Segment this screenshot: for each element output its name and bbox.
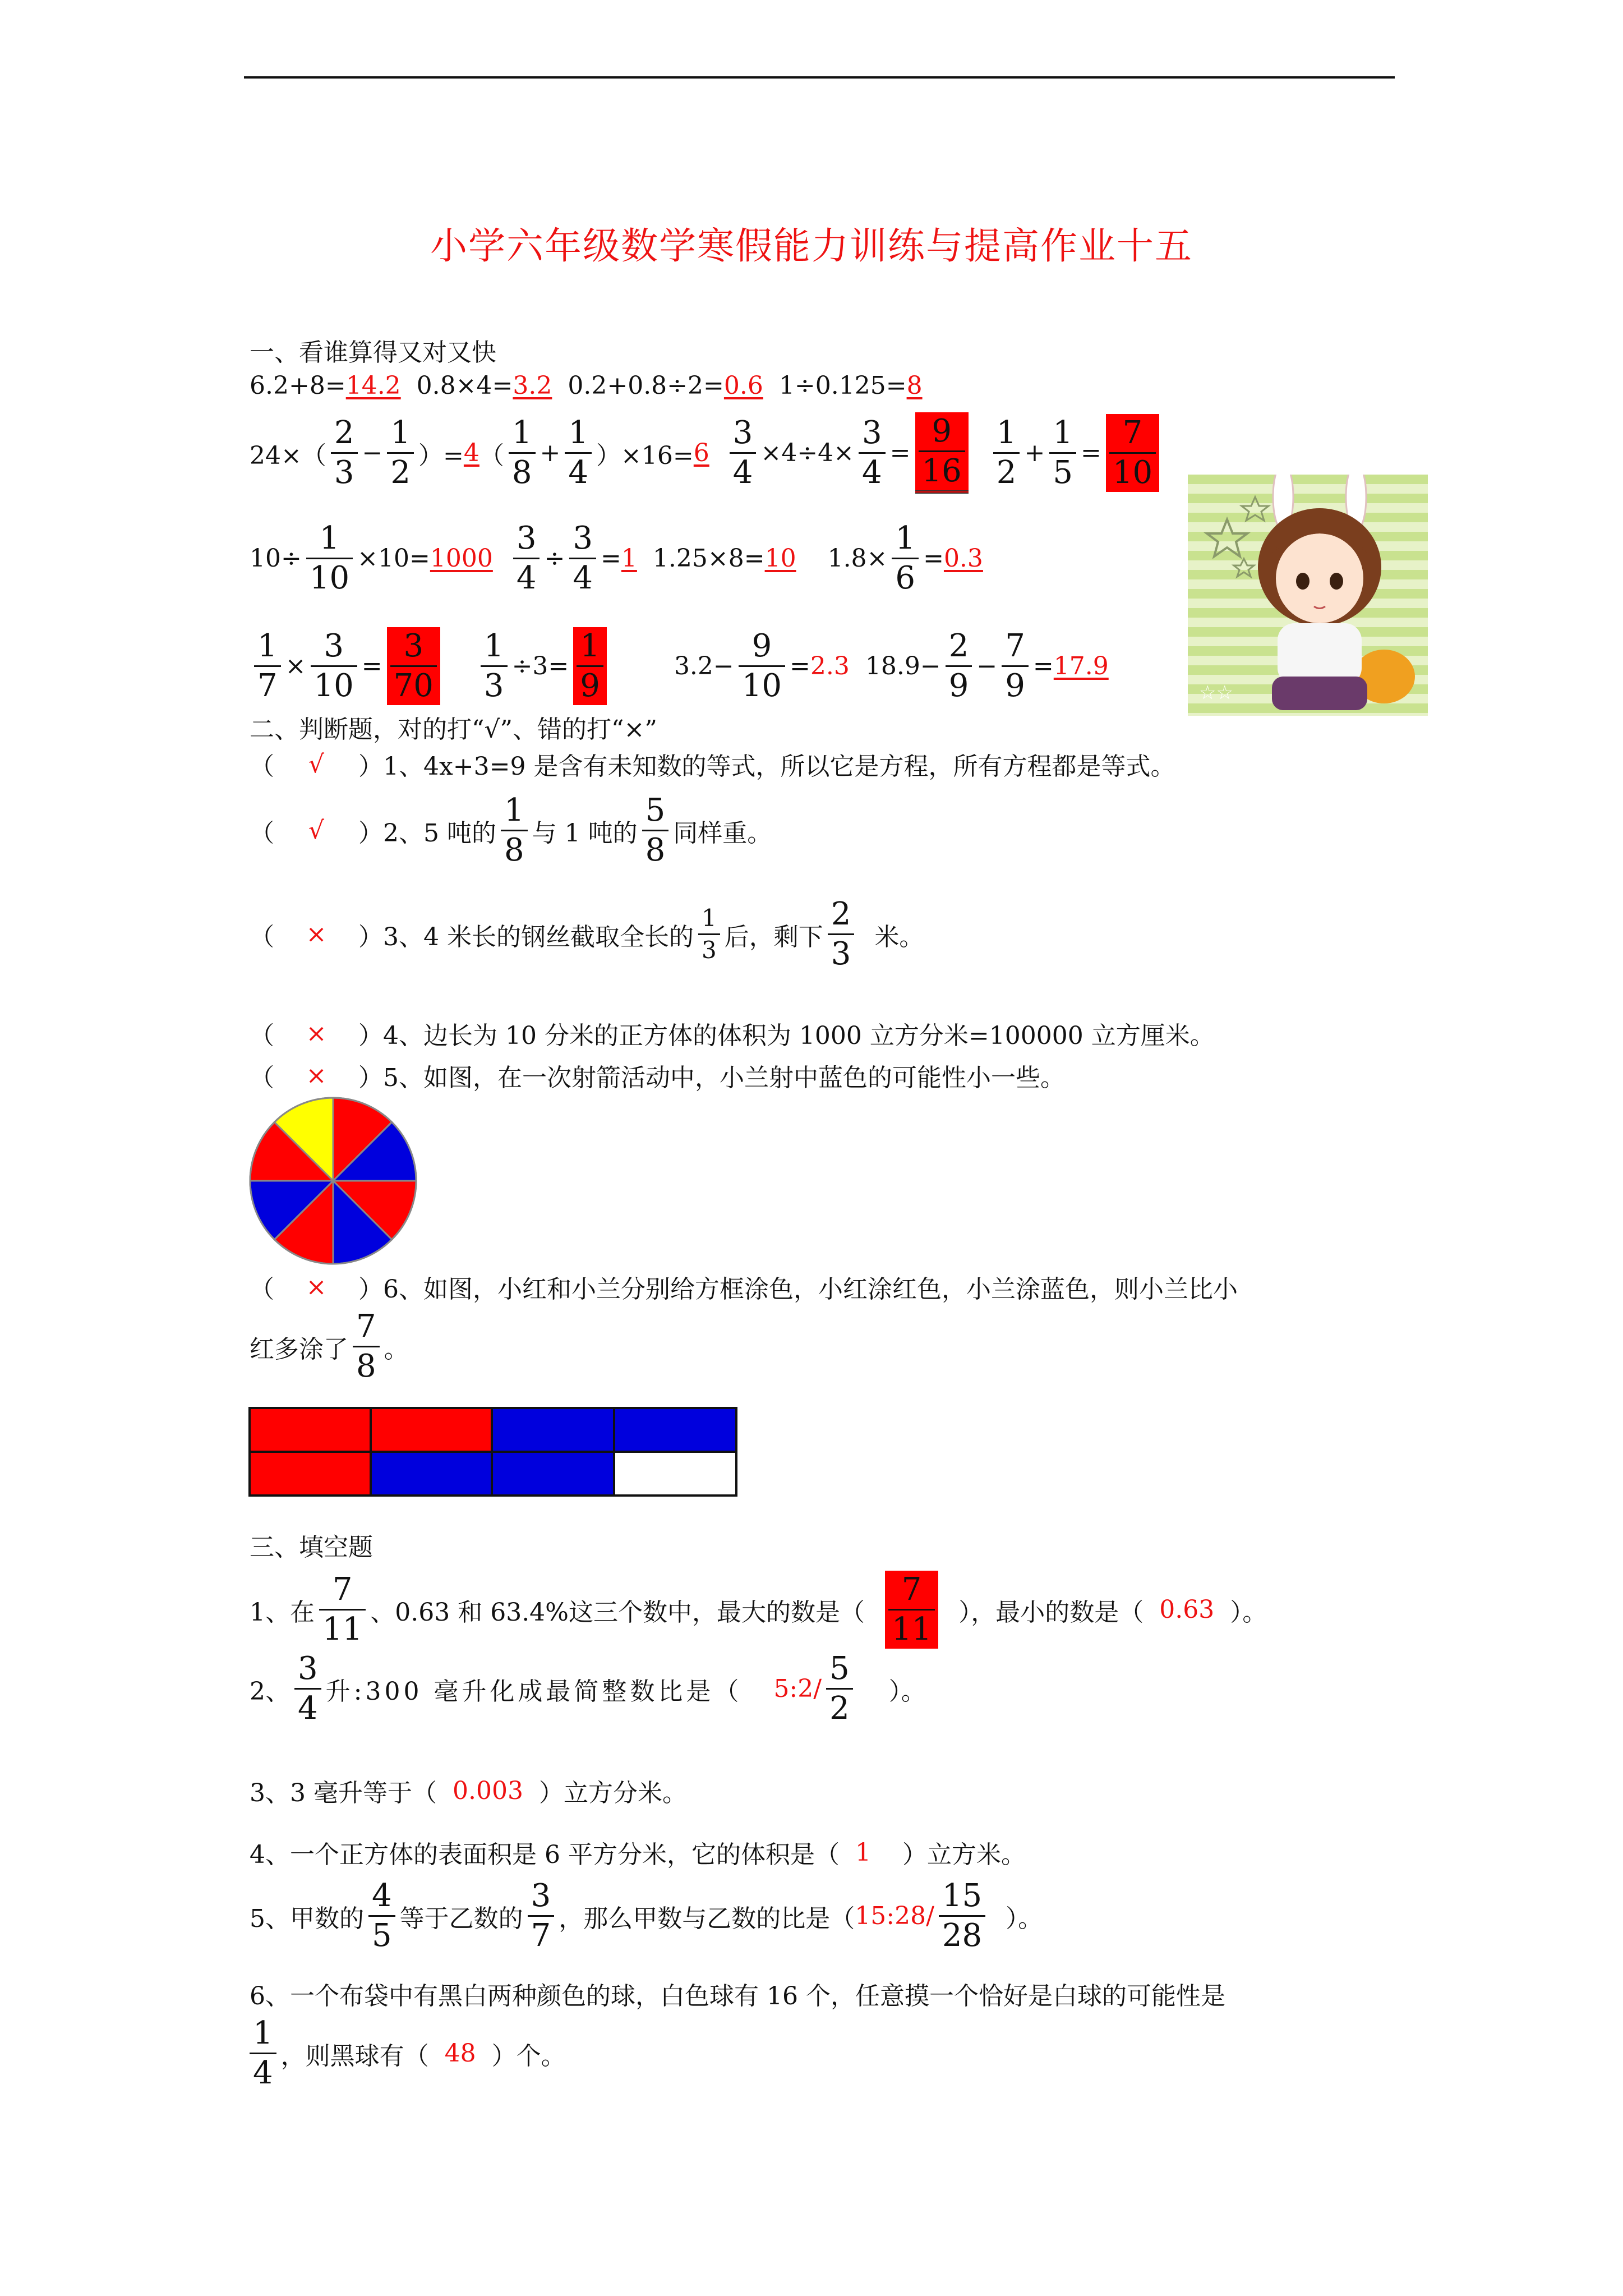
fraction: $\frac{3}{4}$ — [730, 416, 757, 490]
judge-q1: （ √ ） 1、4x+3=9 是含有未知数的等式，所以它是方程，所有方程都是等式。 — [250, 746, 1175, 782]
question-text: 等于乙数的 — [399, 1904, 523, 1933]
fraction: $\frac{3}{7}$ — [528, 1879, 555, 1953]
answer: 5:2/ — [773, 1674, 822, 1703]
text: ×10= — [357, 544, 430, 573]
answer-fraction: $\frac{7}{11}$ — [885, 1571, 938, 1649]
answer-mark: × — [306, 920, 327, 949]
expr: 0.2+0.8÷2= — [568, 371, 724, 400]
answer: 14.2 — [345, 371, 401, 400]
fraction: $\frac{2}{9}$ — [946, 629, 972, 703]
answer: 1 — [621, 544, 637, 573]
text: ×4÷4× — [760, 439, 855, 467]
judge-q3: （ × ） 3、4 米长的钢丝截取全长的 $\frac{1}{3}$ 后，剩下 $\frac{2}{3}$ 米。 — [250, 896, 924, 972]
answer: 0.3 — [943, 544, 983, 573]
question-text: ）。 — [888, 1677, 926, 1706]
text: = — [790, 652, 810, 680]
text: 1.25×8= — [652, 544, 765, 573]
answer-mark: × — [306, 1019, 327, 1048]
expr: 1÷0.125= — [778, 371, 907, 400]
question-text: 米。 — [874, 922, 924, 951]
answer-fraction: $\frac{1}{9}$ — [573, 627, 607, 705]
fraction: $\frac{7}{8}$ — [353, 1310, 380, 1383]
answer: 0.63 — [1159, 1595, 1215, 1624]
fraction: $\frac{2}{3}$ — [828, 898, 855, 971]
question-text: 红多涂了 — [250, 1335, 348, 1364]
fill-q5 — [250, 1879, 1043, 1953]
answer: 4 — [463, 439, 479, 467]
fraction: $\frac{1}{2}$ — [993, 416, 1020, 490]
fraction: $\frac{1}{2}$ — [387, 416, 414, 490]
page-title: 小学六年级数学寒假能力训练与提高作业十五 — [430, 224, 1193, 268]
section1-heading: 一、看谁算得又对又快 — [250, 338, 496, 367]
answer: 1 — [855, 1838, 871, 1867]
text: 24×（ — [250, 441, 326, 470]
judge-q5: （ × ） 5、如图，在一次射箭活动中，小兰射中蓝色的可能性小一些。 — [250, 1057, 1065, 1093]
top-rule — [244, 76, 1395, 79]
fraction: $\frac{3}{4}$ — [569, 522, 596, 595]
text: = — [923, 544, 944, 573]
text: ÷3= — [511, 652, 569, 680]
question-text: 2、 — [250, 1677, 290, 1706]
question-text: ）立方米。 — [902, 1841, 1026, 1869]
fraction: $\frac{1}{4}$ — [250, 2017, 276, 2090]
question-text: 4、一个正方体的表面积是 6 平方分米，它的体积是（ — [250, 1841, 840, 1869]
judge-q6: （ × ） 6、如图，小红和小兰分别给方框涂色，小红涂红色，小兰涂蓝色，则小兰比小 — [250, 1269, 1238, 1305]
fraction: $\frac{5}{8}$ — [642, 794, 669, 867]
text: − — [976, 652, 998, 680]
text: （ — [479, 441, 504, 470]
answer-fraction: $\frac{15}{28}$ — [939, 1879, 985, 1953]
question-text: 3、3 毫升等于（ — [250, 1779, 437, 1807]
text: 18.9− — [865, 652, 941, 680]
question-text: 6、一个布袋中有黑白两种颜色的球，白色球有 16 个，任意摸一个恰好是白球的可能性是 — [250, 1982, 1225, 2010]
answer: 0.003 — [452, 1776, 523, 1805]
question-text: 2、5 吨的 — [383, 818, 496, 848]
fraction: $\frac{1}{6}$ — [892, 522, 919, 595]
fraction: $\frac{4}{5}$ — [368, 1879, 395, 1953]
answer: 3.2 — [513, 371, 552, 400]
colored-boxes-figure — [248, 1407, 737, 1497]
svg-text:☆☆: ☆☆ — [1199, 682, 1233, 704]
question-text: 5、甲数的 — [250, 1904, 364, 1933]
answer: 15:28/ — [855, 1902, 934, 1930]
text: 10÷ — [250, 544, 302, 573]
judge-q2: （ √ ） 2、5 吨的 $\frac{1}{8}$ 与 1 吨的 $\frac{5}{8}$ 同样重。 — [250, 792, 772, 868]
text: 3.2− — [674, 652, 734, 680]
text: ÷ — [544, 544, 565, 573]
answer: 10 — [764, 544, 796, 573]
fraction: $\frac{1}{8}$ — [509, 416, 536, 490]
text: + — [540, 439, 561, 467]
fraction: $\frac{1}{4}$ — [565, 416, 592, 490]
text: − — [362, 439, 383, 467]
question-text: 1、4x+3=9 是含有未知数的等式，所以它是方程，所有方程都是等式。 — [383, 752, 1175, 781]
fraction: $\frac{7}{9}$ — [1002, 629, 1029, 703]
expr: 0.8×4= — [416, 371, 513, 400]
question-text: 1、在 — [250, 1598, 315, 1627]
calc-row-4 — [250, 627, 1109, 705]
answer-fraction: $\frac{5}{2}$ — [826, 1652, 853, 1726]
expr: 6.2+8= — [250, 371, 346, 400]
fraction: $\frac{3}{4}$ — [859, 416, 886, 490]
question-text: 。 — [384, 1335, 409, 1364]
question-text: 4、边长为 10 分米的正方体的体积为 1000 立方分米=100000 立方厘米。 — [383, 1022, 1215, 1050]
section2-heading: 二、判断题，对的打“√”、错的打“×” — [250, 715, 657, 744]
judge-q4: （ × ） 4、边长为 10 分米的正方体的体积为 1000 立方分米=100000 立方厘米。 — [250, 1015, 1215, 1051]
fraction: $\frac{1}{5}$ — [1049, 416, 1076, 490]
question-text: ，则黑球有（ — [280, 2041, 429, 2070]
answer-mark: × — [306, 1061, 327, 1090]
answer-fraction: $\frac{9}{16}$ — [915, 412, 969, 494]
question-text: ）个。 — [491, 2041, 566, 2070]
fraction: $\frac{1}{3}$ — [698, 905, 720, 963]
answer-mark: √ — [308, 816, 325, 845]
question-text: ），最小的数是（ — [958, 1598, 1144, 1627]
calc-row-3 — [250, 522, 983, 595]
question-text: ，那么甲数与乙数的比是（ — [559, 1904, 855, 1933]
answer-fraction: $\frac{7}{10}$ — [1106, 414, 1159, 492]
fraction: $\frac{1}{8}$ — [501, 794, 528, 867]
section3-heading: 三、填空题 — [250, 1533, 373, 1562]
answer: 0.6 — [723, 371, 763, 400]
fraction: $\frac{1}{7}$ — [254, 629, 281, 703]
question-text: ）。 — [1006, 1904, 1043, 1933]
text: + — [1024, 439, 1045, 467]
calc-row-1 — [250, 371, 923, 400]
text: × — [285, 652, 306, 680]
text: = — [1080, 439, 1101, 467]
fraction: $\frac{3}{4}$ — [294, 1652, 321, 1726]
text: = — [1032, 652, 1054, 680]
question-text: 与 1 吨的 — [532, 818, 638, 848]
fraction: $\frac{1}{3}$ — [481, 629, 508, 703]
fill-q3 — [250, 1773, 687, 1809]
calc-row-2 — [250, 412, 1164, 494]
fraction: $\frac{7}{11}$ — [319, 1573, 366, 1646]
fraction: $\frac{2}{3}$ — [331, 416, 358, 490]
fill-q6 — [250, 1976, 1225, 2012]
answer: 48 — [444, 2039, 476, 2068]
bracket: （ — [250, 752, 274, 781]
text: = — [361, 652, 382, 680]
text: ）= — [418, 441, 464, 470]
cartoon-girl-illustration — [1188, 475, 1428, 716]
question-text: 6、如图，小红和小兰分别给方框涂色，小红涂红色，小兰涂蓝色，则小兰比小 — [383, 1275, 1238, 1304]
fraction: $\frac{1}{10}$ — [306, 522, 353, 595]
archery-target-pie — [248, 1096, 418, 1266]
answer: 8 — [906, 371, 923, 400]
answer: 1000 — [430, 544, 493, 573]
question-text: 后，剩下 — [724, 922, 823, 951]
answer-fraction: $\frac{3}{70}$ — [387, 627, 440, 705]
question-text: 升:300 毫升化成最简整数比是（ — [325, 1677, 743, 1706]
question-text: 3、4 米长的钢丝截取全长的 — [383, 922, 694, 951]
answer: 17.9 — [1053, 652, 1109, 680]
fraction: $\frac{3}{4}$ — [513, 522, 540, 595]
text: 1.8× — [827, 544, 888, 573]
text: = — [889, 439, 911, 467]
question-text: ）。 — [1230, 1598, 1267, 1627]
answer: 2.3 — [810, 652, 850, 680]
judge-q6-line2 — [250, 1310, 409, 1383]
fill-q2 — [250, 1652, 926, 1726]
question-text: 同样重。 — [673, 818, 772, 848]
fraction: $\frac{9}{10}$ — [739, 629, 785, 703]
question-text: 、0.63 和 63.4%这三个数中，最大的数是（ — [370, 1598, 865, 1627]
fill-q1 — [250, 1571, 1267, 1649]
answer: 6 — [693, 439, 709, 467]
fill-q4 — [250, 1834, 1026, 1870]
text: ）×16= — [596, 441, 694, 470]
question-text: ）立方分米。 — [538, 1779, 687, 1807]
text: = — [601, 544, 621, 573]
fill-q6-line2 — [250, 2017, 566, 2090]
fraction: $\frac{3}{10}$ — [311, 629, 357, 703]
answer-mark: × — [306, 1272, 327, 1301]
question-text: 5、如图，在一次射箭活动中，小兰射中蓝色的可能性小一些。 — [383, 1064, 1065, 1092]
answer-mark: √ — [308, 749, 325, 779]
